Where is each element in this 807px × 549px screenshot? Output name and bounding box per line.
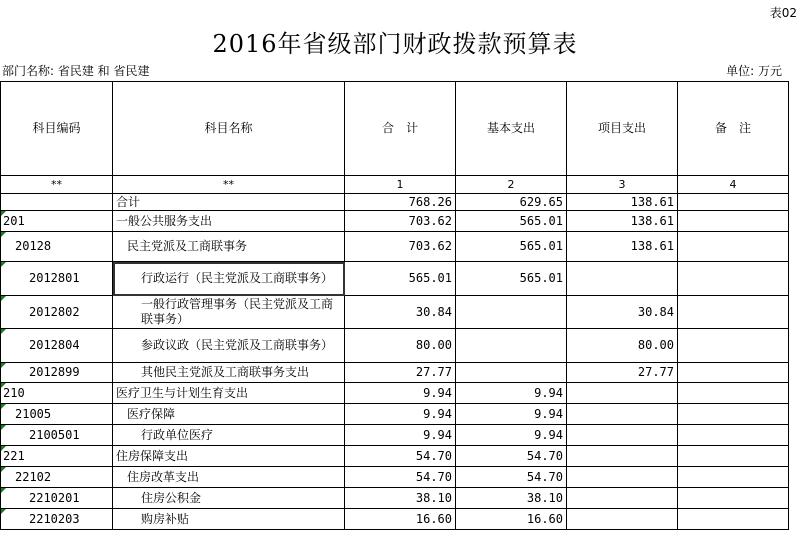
header-code[interactable]: 科目编码 xyxy=(1,82,113,176)
index-cell[interactable]: 4 xyxy=(678,176,789,194)
basic-cell[interactable]: 629.65 xyxy=(456,194,567,211)
header-note[interactable]: 备 注 xyxy=(678,82,789,176)
name-cell[interactable]: 购房补贴 xyxy=(113,509,345,530)
table-row xyxy=(1,194,789,211)
name-cell[interactable]: 合计 xyxy=(113,194,345,211)
basic-cell[interactable]: 9.94 xyxy=(456,383,567,404)
project-cell[interactable]: 30.84 xyxy=(567,296,678,329)
note-cell[interactable] xyxy=(678,467,789,488)
basic-cell[interactable]: 54.70 xyxy=(456,467,567,488)
total-cell[interactable]: 54.70 xyxy=(345,446,456,467)
name-cell[interactable]: 一般行政管理事务（民主党派及工商联事务） xyxy=(113,296,345,329)
basic-cell[interactable] xyxy=(456,296,567,329)
name-cell[interactable]: 一般公共服务支出 xyxy=(113,211,345,232)
name-cell[interactable]: 医疗保障 xyxy=(113,404,345,425)
department-label: 部门名称: 省民建 和 省民建 xyxy=(2,64,150,78)
table-row xyxy=(1,211,789,232)
project-cell[interactable] xyxy=(567,425,678,446)
note-cell[interactable] xyxy=(678,404,789,425)
project-cell[interactable] xyxy=(567,404,678,425)
code-cell[interactable]: 20128 xyxy=(1,232,113,262)
total-cell[interactable]: 9.94 xyxy=(345,404,456,425)
total-cell[interactable]: 80.00 xyxy=(345,329,456,363)
code-cell[interactable]: 21005 xyxy=(1,404,113,425)
basic-cell[interactable]: 9.94 xyxy=(456,425,567,446)
basic-cell[interactable]: 565.01 xyxy=(456,232,567,262)
note-cell[interactable] xyxy=(678,446,789,467)
name-cell[interactable]: 民主党派及工商联事务 xyxy=(113,232,345,262)
name-cell[interactable]: 参政议政（民主党派及工商联事务） xyxy=(113,329,345,363)
basic-cell[interactable]: 565.01 xyxy=(456,262,567,296)
code-cell[interactable]: 2012802 xyxy=(1,296,113,329)
name-cell[interactable]: 行政单位医疗 xyxy=(113,425,345,446)
code-cell[interactable] xyxy=(1,194,113,211)
index-row xyxy=(1,176,789,194)
project-cell[interactable] xyxy=(567,262,678,296)
budget-table xyxy=(0,81,789,530)
total-cell[interactable]: 9.94 xyxy=(345,383,456,404)
note-cell[interactable] xyxy=(678,383,789,404)
total-cell[interactable]: 38.10 xyxy=(345,488,456,509)
project-cell[interactable]: 138.61 xyxy=(567,211,678,232)
name-cell[interactable]: 行政运行（民主党派及工商联事务） xyxy=(113,262,345,296)
note-cell[interactable] xyxy=(678,329,789,363)
project-cell[interactable]: 138.61 xyxy=(567,194,678,211)
note-cell[interactable] xyxy=(678,232,789,262)
table-row xyxy=(1,446,789,467)
note-cell[interactable] xyxy=(678,425,789,446)
header-basic[interactable]: 基本支出 xyxy=(456,82,567,176)
name-cell[interactable]: 其他民主党派及工商联事务支出 xyxy=(113,363,345,383)
table-row xyxy=(1,467,789,488)
name-cell[interactable]: 住房改革支出 xyxy=(113,467,345,488)
total-cell[interactable]: 768.26 xyxy=(345,194,456,211)
project-cell[interactable] xyxy=(567,383,678,404)
page-title: 2016年省级部门财政拨款预算表 xyxy=(212,30,578,58)
basic-cell[interactable]: 54.70 xyxy=(456,446,567,467)
project-cell[interactable] xyxy=(567,467,678,488)
header-row xyxy=(1,82,789,176)
table-row xyxy=(1,232,789,262)
table-row xyxy=(1,509,789,530)
table-row xyxy=(1,329,789,363)
header-project[interactable]: 项目支出 xyxy=(567,82,678,176)
total-cell[interactable]: 27.77 xyxy=(345,363,456,383)
code-cell[interactable]: 2100501 xyxy=(1,425,113,446)
project-cell[interactable]: 138.61 xyxy=(567,232,678,262)
header-total[interactable]: 合 计 xyxy=(345,82,456,176)
note-cell[interactable] xyxy=(678,509,789,530)
total-cell[interactable]: 30.84 xyxy=(345,296,456,329)
name-cell[interactable]: 医疗卫生与计划生育支出 xyxy=(113,383,345,404)
basic-cell[interactable]: 16.60 xyxy=(456,509,567,530)
index-cell[interactable]: 3 xyxy=(567,176,678,194)
project-cell[interactable] xyxy=(567,488,678,509)
code-cell[interactable]: 2012899 xyxy=(1,363,113,383)
name-cell[interactable]: 住房保障支出 xyxy=(113,446,345,467)
table-id: 表02 xyxy=(769,6,797,20)
table-row xyxy=(1,296,789,329)
code-cell[interactable]: 2012804 xyxy=(1,329,113,363)
code-cell[interactable]: 2210203 xyxy=(1,509,113,530)
index-cell[interactable]: 1 xyxy=(345,176,456,194)
table-row xyxy=(1,404,789,425)
table-row xyxy=(1,425,789,446)
note-cell[interactable] xyxy=(678,488,789,509)
code-cell[interactable]: 201 xyxy=(1,211,113,232)
note-cell[interactable] xyxy=(678,363,789,383)
table-row xyxy=(1,383,789,404)
note-cell[interactable] xyxy=(678,211,789,232)
unit-label: 单位: 万元 xyxy=(726,64,782,78)
index-cell[interactable]: ** xyxy=(1,176,113,194)
total-cell[interactable]: 9.94 xyxy=(345,425,456,446)
total-cell[interactable]: 54.70 xyxy=(345,467,456,488)
total-cell[interactable]: 703.62 xyxy=(345,232,456,262)
code-cell[interactable]: 2210201 xyxy=(1,488,113,509)
table-row xyxy=(1,488,789,509)
header-name[interactable]: 科目名称 xyxy=(113,82,345,176)
code-cell[interactable]: 210 xyxy=(1,383,113,404)
index-cell[interactable]: 2 xyxy=(456,176,567,194)
basic-cell[interactable] xyxy=(456,363,567,383)
basic-cell[interactable]: 565.01 xyxy=(456,211,567,232)
project-cell[interactable] xyxy=(567,509,678,530)
total-cell[interactable]: 16.60 xyxy=(345,509,456,530)
name-cell[interactable]: 住房公积金 xyxy=(113,488,345,509)
basic-cell[interactable]: 9.94 xyxy=(456,404,567,425)
note-cell[interactable] xyxy=(678,194,789,211)
total-cell[interactable]: 703.62 xyxy=(345,211,456,232)
total-cell[interactable]: 565.01 xyxy=(345,262,456,296)
project-cell[interactable] xyxy=(567,446,678,467)
table-row xyxy=(1,363,789,383)
code-cell[interactable]: 2012801 xyxy=(1,262,113,296)
code-cell[interactable]: 221 xyxy=(1,446,113,467)
project-cell[interactable]: 80.00 xyxy=(567,329,678,363)
table-row xyxy=(1,262,789,296)
index-cell[interactable]: ** xyxy=(113,176,345,194)
basic-cell[interactable]: 38.10 xyxy=(456,488,567,509)
note-cell[interactable] xyxy=(678,296,789,329)
code-cell[interactable]: 22102 xyxy=(1,467,113,488)
note-cell[interactable] xyxy=(678,262,789,296)
basic-cell[interactable] xyxy=(456,329,567,363)
project-cell[interactable]: 27.77 xyxy=(567,363,678,383)
